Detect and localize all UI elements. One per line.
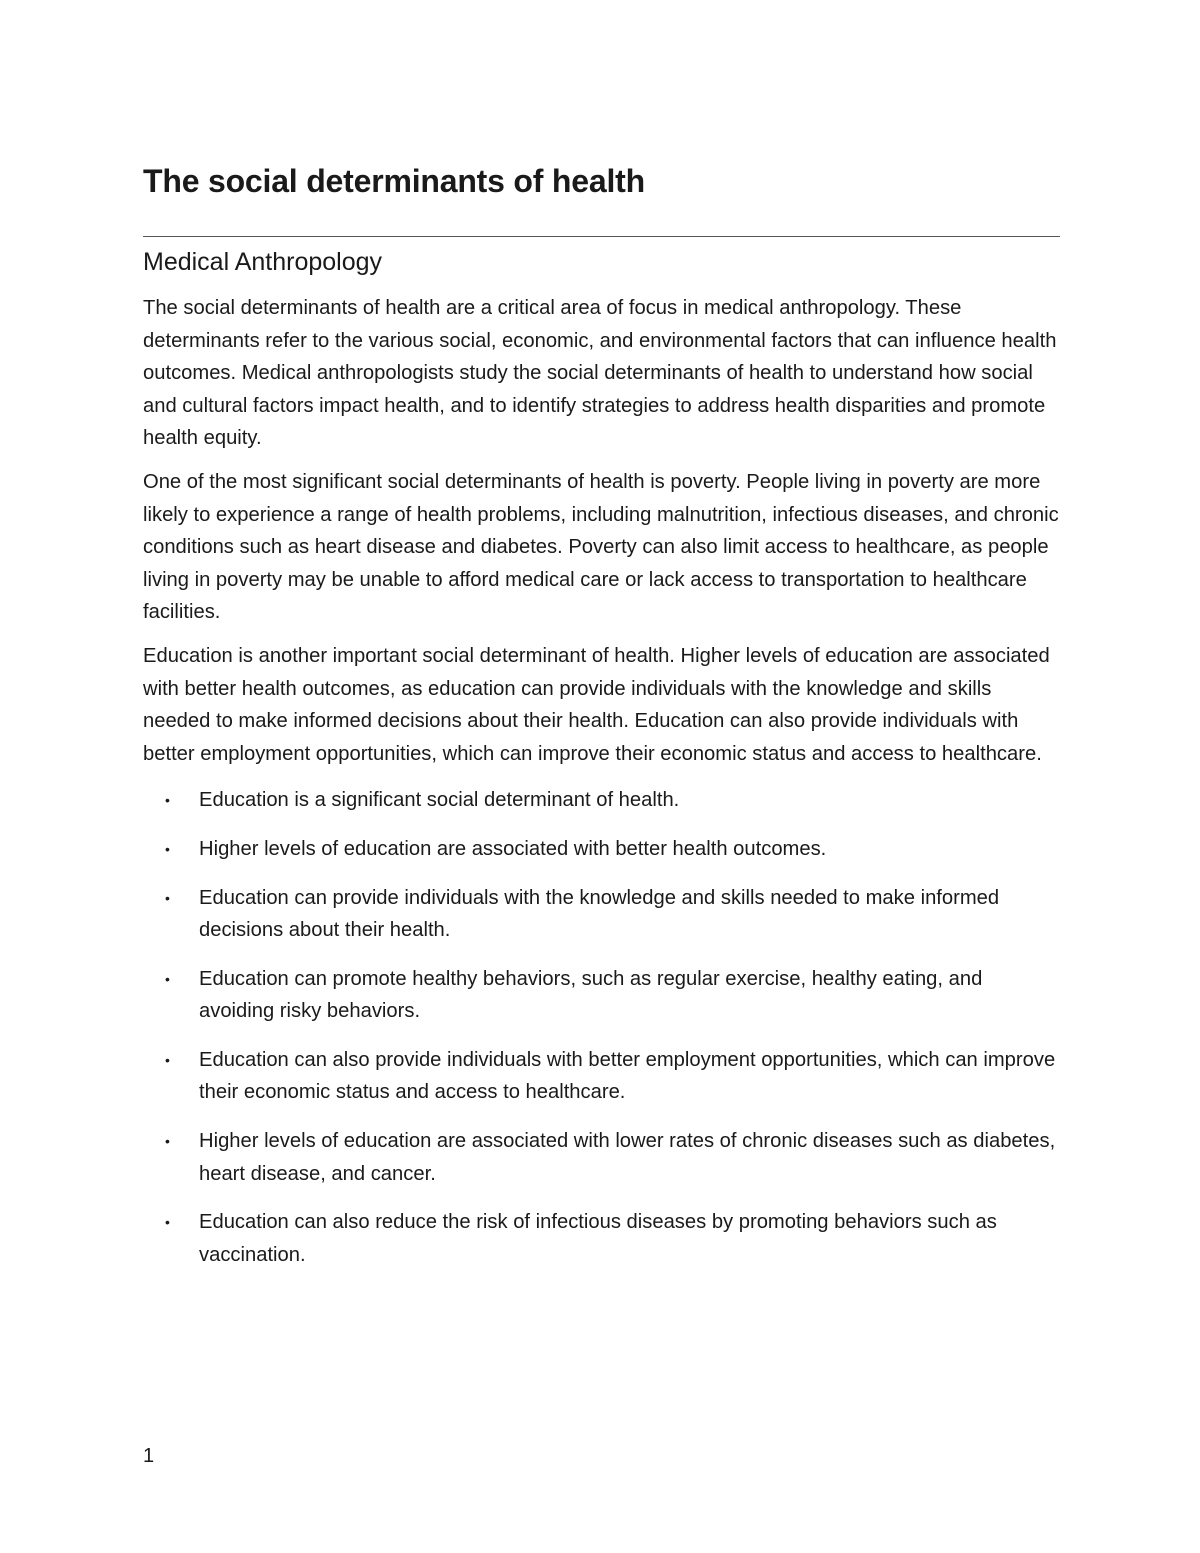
paragraph-poverty: One of the most significant social determinants of health is poverty. People living in poverty are more likely to experience a range of health problems, including malnutrition, infectious diseases, and chronic conditions such as heart disease and diabetes. Poverty can also limit access to healthcare, as people living in poverty may be unable to afford medical care or lack access to transportation to healthcare facilities. — [143, 470, 1059, 624]
section-heading: Medical Anthropology — [143, 248, 383, 276]
document-content — [143, 160, 1060, 1287]
list-item — [143, 1206, 1060, 1271]
bullet-icon: • — [165, 1133, 170, 1150]
list-item — [143, 963, 1060, 1028]
document-title: The social determinants of health — [143, 163, 645, 199]
list-item-text: Education is a significant social determinant of health. — [199, 789, 680, 812]
list-item-text: Higher levels of education are associated with lower rates of chronic diseases such as diabetes, heart disease, and cancer. — [199, 1130, 1056, 1185]
list-item — [143, 833, 1060, 866]
bullet-icon: • — [165, 840, 170, 857]
bullet-icon: • — [165, 1214, 170, 1231]
list-item — [143, 882, 1060, 947]
list-item-text: Education can also provide individuals with better employment opportunities, which can improve their economic status and access to healthcare. — [199, 1048, 1056, 1104]
page-number: 1 — [143, 1445, 155, 1467]
list-item-text: Education can promote healthy behaviors, such as regular exercise, healthy eating, and avoiding risky behaviors. — [199, 967, 983, 1023]
bullet-icon: • — [165, 1051, 170, 1068]
paragraph-education: Education is another important social determinant of health. Higher levels of education are associated with better health outcomes, as education can provide individuals with the knowledge and skills needed to make informed decisions about their health. Education can also provide individuals with better employment opportunities, which can improve their economic status and access to healthcare. — [143, 644, 1050, 765]
paragraph-intro: The social determinants of health are a critical area of focus in medical anthropology. These determinants refer to the various social, economic, and environmental factors that can influence health outcomes. Medical anthropologists study the social determinants of health to understand how social and cultural factors impact health, and to identify strategies to address health disparities and promote health equity. — [143, 297, 1057, 450]
list-item — [143, 1125, 1060, 1190]
list-item-text: Higher levels of education are associated with better health outcomes. — [199, 837, 827, 860]
title-divider — [143, 236, 1060, 237]
list-item — [143, 784, 1060, 817]
bullet-icon: • — [165, 970, 170, 987]
list-item-text: Education can provide individuals with the knowledge and skills needed to make informed decisions about their health. — [199, 886, 1000, 942]
list-item-text: Education can also reduce the risk of infectious diseases by promoting behaviors such as vaccination. — [199, 1211, 997, 1266]
list-item — [143, 1044, 1060, 1109]
bullet-icon: • — [165, 792, 170, 809]
education-bullet-list — [143, 784, 1060, 1271]
bullet-icon: • — [165, 889, 170, 906]
